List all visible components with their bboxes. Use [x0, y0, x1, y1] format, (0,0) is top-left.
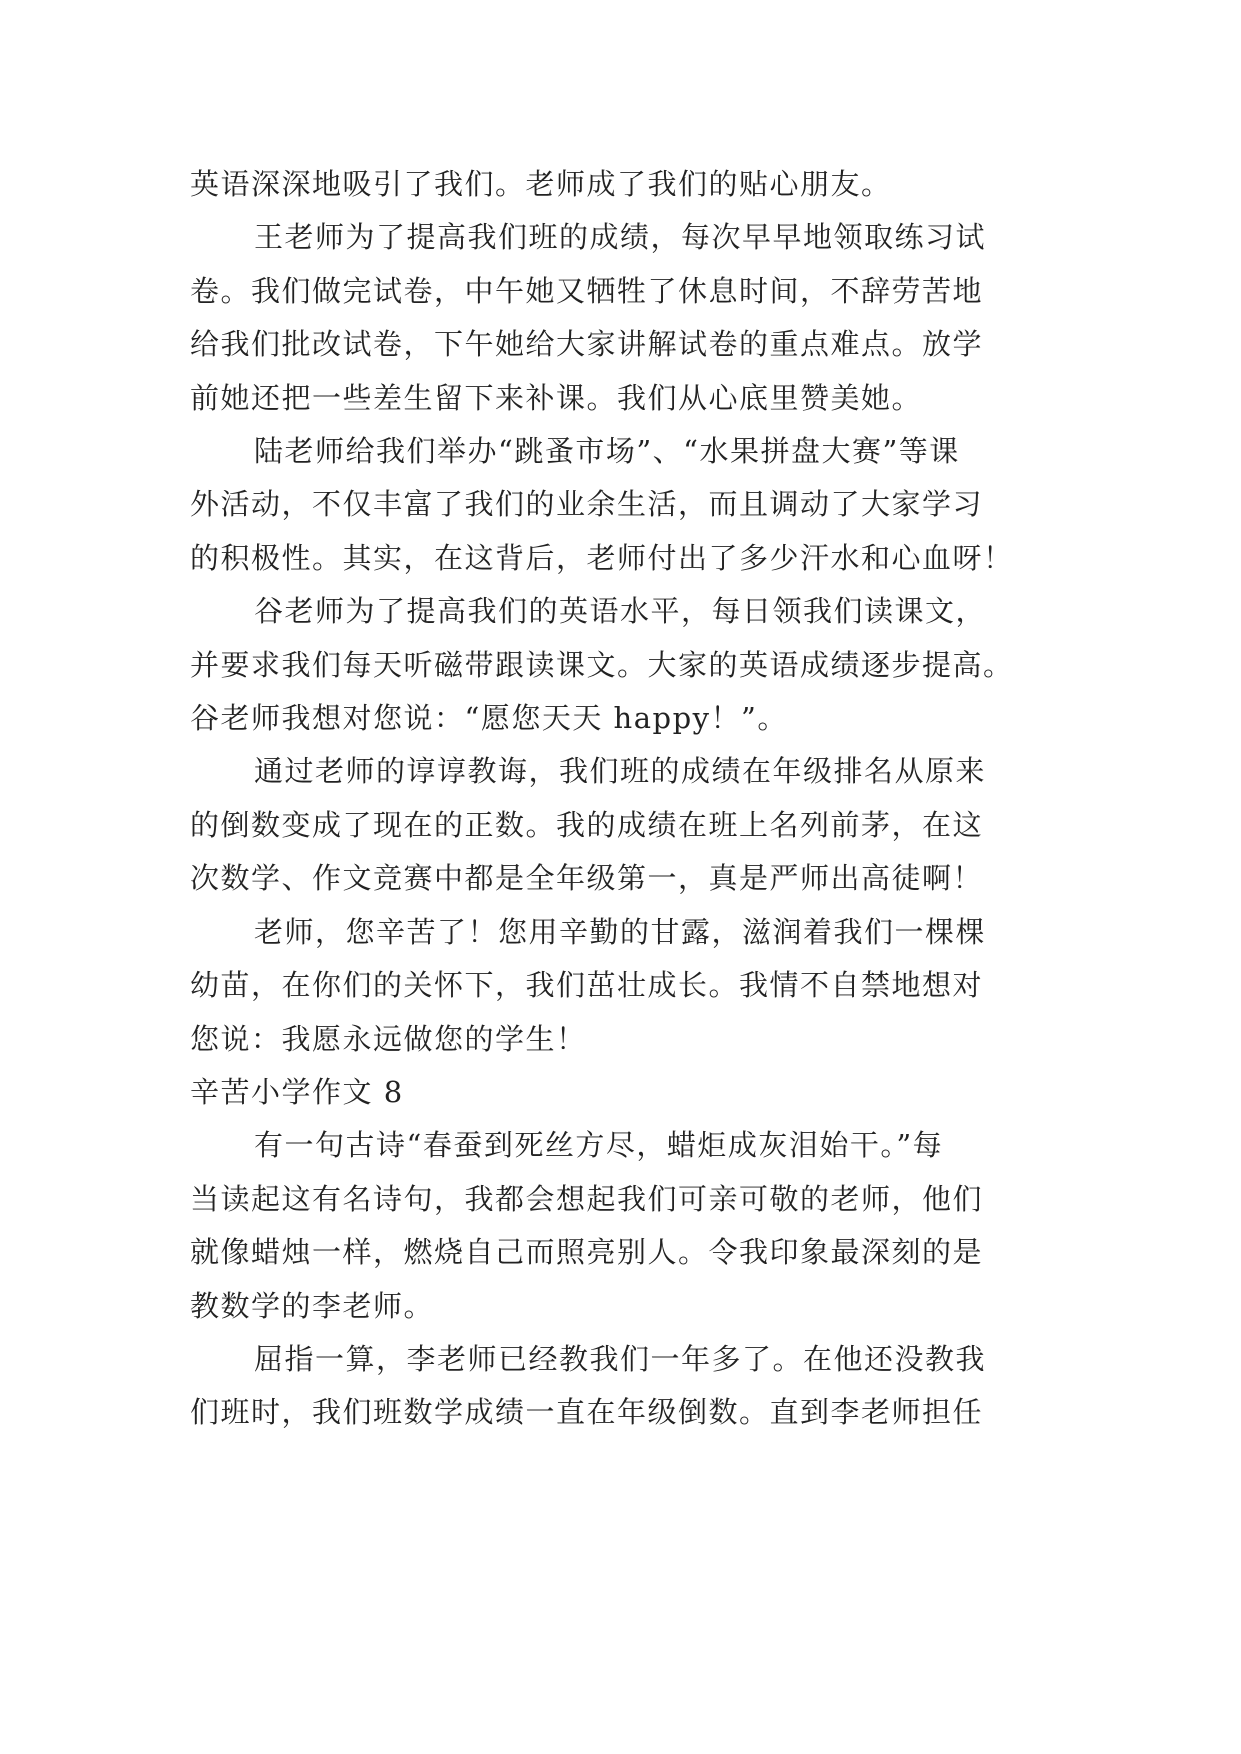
paragraph-start-line: 老师，您辛苦了！您用辛勤的甘露，滋润着我们一棵棵 — [254, 914, 987, 949]
text-line: 英语深深地吸引了我们。老师成了我们的贴心朋友。 — [190, 167, 892, 201]
text-line: 谷老师我想对您说：“愿您天天 happy！”。 — [190, 701, 788, 736]
text-line: 前她还把一些差生留下来补课。我们从心底里赞美她。 — [190, 380, 923, 415]
text-line: 卷。我们做完试卷，中午她又牺牲了休息时间，不辞劳苦地 — [190, 273, 984, 308]
text-line: 的倒数变成了现在的正数。我的成绩在班上名列前茅，在这 — [190, 807, 984, 842]
text-line: 就像蜡烛一样，燃烧自己而照亮别人。令我印象最深刻的是 — [190, 1235, 984, 1270]
text-line: 次数学、作文竞赛中都是全年级第一，真是严师出高徒啊！ — [190, 861, 984, 896]
paragraph-start-line: 屈指一算，李老师已经教我们一年多了。在他还没教我 — [254, 1341, 987, 1376]
text-line: 外活动，不仅丰富了我们的业余生活，而且调动了大家学习 — [190, 487, 984, 522]
text-line: 教数学的李老师。 — [190, 1288, 435, 1323]
paragraph-start-line: 陆老师给我们举办“跳蚤市场”、“水果拼盘大赛”等课 — [254, 434, 960, 469]
text-line: 们班时，我们班数学成绩一直在年级倒数。直到李老师担任 — [190, 1395, 984, 1430]
paragraph-start-line: 谷老师为了提高我们的英语水平，每日领我们读课文， — [254, 594, 987, 629]
text-line: 给我们批改试卷，下午她给大家讲解试卷的重点难点。放学 — [190, 327, 984, 362]
section-heading: 辛苦小学作文 8 — [190, 1074, 404, 1109]
paragraph-start-line: 王老师为了提高我们班的成绩，每次早早地领取练习试 — [254, 220, 987, 255]
text-line: 当读起这有名诗句，我都会想起我们可亲可敬的老师，他们 — [190, 1181, 984, 1216]
text-line: 的积极性。其实，在这背后，老师付出了多少汗水和心血呀！ — [190, 540, 1014, 575]
document-body — [190, 158, 1052, 1440]
paragraph-start-line: 有一句古诗“春蚕到死丝方尽，蜡炬成灰泪始干。”每 — [254, 1128, 944, 1163]
text-line: 您说：我愿永远做您的学生！ — [190, 1021, 587, 1056]
paragraph-start-line: 通过老师的谆谆教诲，我们班的成绩在年级排名从原来 — [254, 754, 987, 789]
text-line: 幼苗，在你们的关怀下，我们茁壮成长。我情不自禁地想对 — [190, 968, 984, 1003]
text-line: 并要求我们每天听磁带跟读课文。大家的英语成绩逐步提高。 — [190, 647, 1014, 682]
